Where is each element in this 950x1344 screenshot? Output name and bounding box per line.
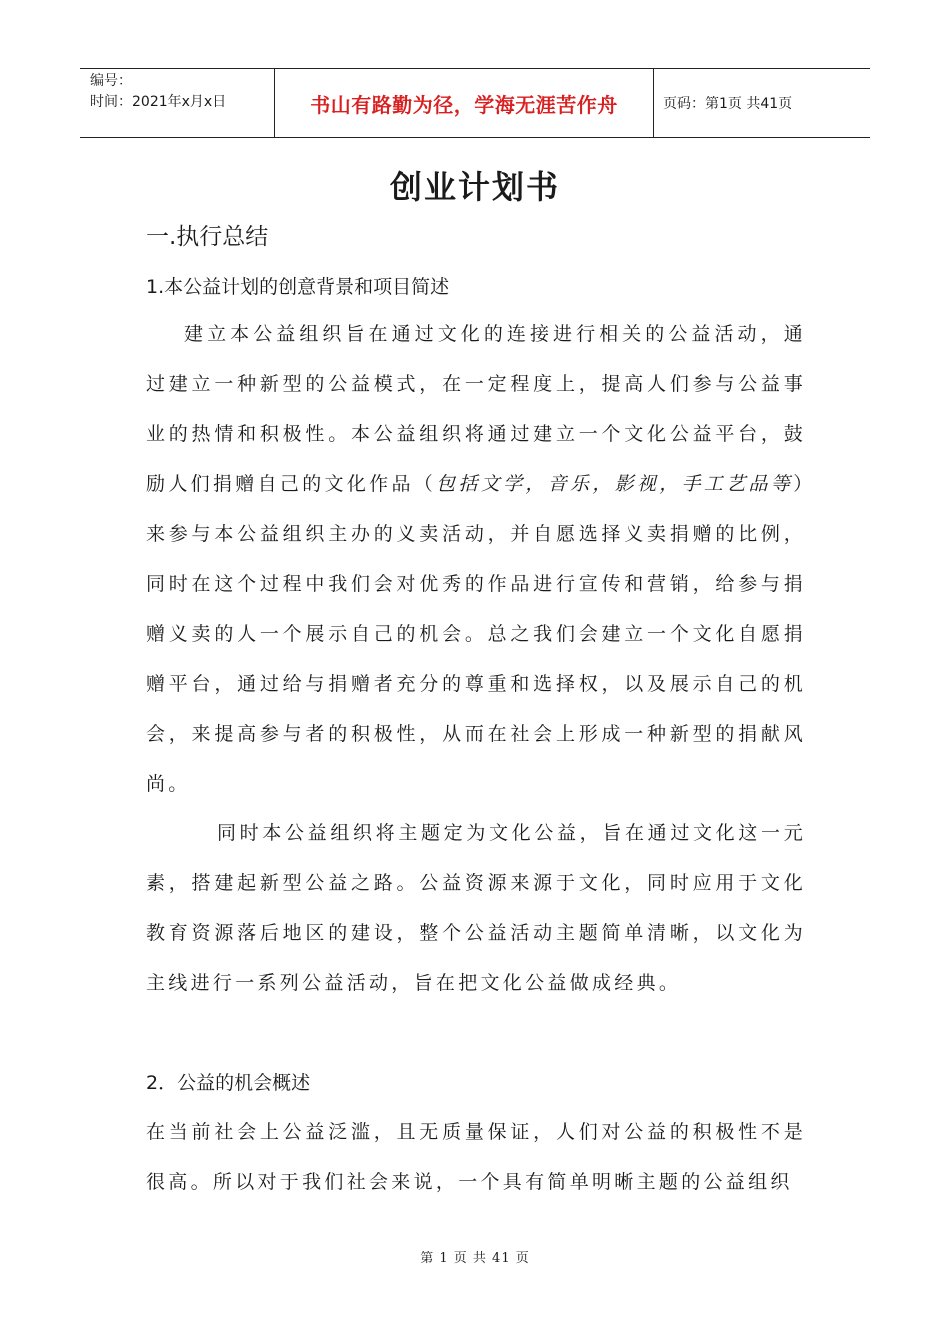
header-meta-cell xyxy=(80,69,275,137)
paragraph-background-italic: 包括文学，音乐，影视，手工艺品等 xyxy=(436,473,794,495)
page-footer: 第 1 页 共 41 页 xyxy=(420,1251,530,1266)
page-info: 页码：第1页 共41页 xyxy=(663,96,793,112)
motto-text: 书山有路勤为径，学海无涯苦作舟 xyxy=(310,92,618,117)
paragraph-background-part2: ）来参与本公益组织主办的义卖活动，并自愿选择义卖捐赠的比例，同时在这个过程中我们会对优秀的作品进行宣传和营销，给参与捐赠义卖的人一个展示自己的机会。总之我们会建立一个文化自愿捐赠平台，通过给与捐赠者充分的尊重和选择权，以及展示自己的机会，来提高参与者的积极性，从而在社会上形成一种新型的捐献风尚。 xyxy=(146,473,806,795)
paragraph-theme: 同时本公益组织将主题定为文化公益，旨在通过文化这一元素，搭建起新型公益之路。公益资源来源于文化，同时应用于文化教育资源落后地区的建设，整个公益活动主题简单清晰，以文化为主线进行一系列公益活动，旨在把文化公益做成经典。 xyxy=(146,822,806,994)
paragraph-background-part1: 建立本公益组织旨在通过文化的连接进行相关的公益活动，通过建立一种新型的公益模式，在一定程度上，提高人们参与公益事业的热情和积极性。本公益组织将通过建立一个文化公益平台，鼓励人们捐赠自己的文化作品（ xyxy=(146,323,806,495)
paragraph-background xyxy=(146,309,806,809)
header-table xyxy=(80,68,870,138)
paragraph-opportunity: 在当前社会上公益泛滥，且无质量保证，人们对公益的积极性不是很高。所以对于我们社会来说，一个具有简单明晰主题的公益组织 xyxy=(146,1121,806,1193)
header-page-cell xyxy=(654,69,870,137)
number-label: 编号： xyxy=(90,73,132,89)
date-label: 时间：2021年x月x日 xyxy=(90,94,227,110)
subsection-heading-opportunity: 2．公益的机会概述 xyxy=(146,1072,311,1094)
document-title: 创业计划书 xyxy=(389,168,560,206)
subsection-heading-background: 1.本公益计划的创意背景和项目简述 xyxy=(146,276,450,298)
section-heading-executive-summary: 一.执行总结 xyxy=(146,224,269,250)
header-motto-cell xyxy=(275,69,654,137)
